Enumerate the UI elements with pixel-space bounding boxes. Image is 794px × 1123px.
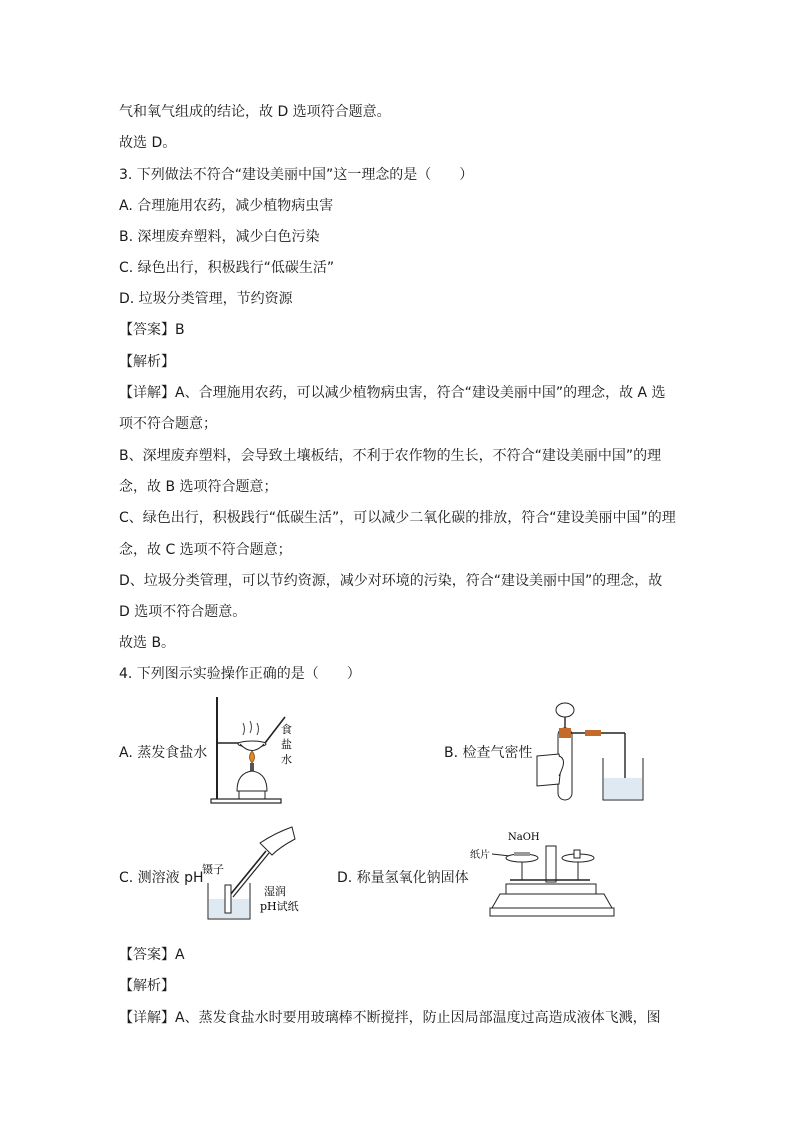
text-line: 气和氧气组成的结论，故 D 选项符合题意。 <box>119 104 391 120</box>
figure-option-a-label: A. 蒸发食盐水 <box>119 745 208 761</box>
detail-line: 念，故 C 选项不符合题意； <box>119 542 292 558</box>
figure-label-tweezers: 镊子 <box>202 863 224 876</box>
figure-label-wet: 湿润 <box>264 885 286 898</box>
text-line: 故选 D。 <box>119 135 177 151</box>
analysis-label: 【解析】 <box>119 978 175 994</box>
balance-figure <box>470 828 615 920</box>
question-4: 4. 下列图示实验操作正确的是（ ） <box>119 666 361 682</box>
detail-line: D 选项不符合题意。 <box>119 604 247 620</box>
detail-line: 念，故 B 选项符合题意； <box>119 479 278 495</box>
detail-line: C、绿色出行，积极践行“低碳生活”，可以减少二氧化碳的排放，符合“建设美丽中国”的理 <box>119 510 676 526</box>
detail-line: 项不符合题意； <box>119 416 217 432</box>
figure-label-naoh: NaOH <box>508 832 540 843</box>
option-d: D. 垃圾分类管理，节约资源 <box>119 291 293 307</box>
detail-line: D、垃圾分类管理，可以节约资源，减少对环境的污染，符合“建设美丽中国”的理念，故 <box>119 573 663 589</box>
evaporation-figure <box>205 695 305 807</box>
answer-label: 【答案】A <box>119 947 185 963</box>
figure-option-c-label: C. 测溶液 pH <box>119 870 204 886</box>
figure-label-paper: 纸片 <box>470 850 490 861</box>
option-a: A. 合理施用农药，减少植物病虫害 <box>119 198 334 214</box>
detail-line: B、深埋废弃塑料，会导致土壤板结，不利于农作物的生长，不符合“建设美丽中国”的理 <box>119 448 662 464</box>
detail-line: 【详解】A、合理施用农药，可以减少植物病虫害，符合“建设美丽中国”的理念，故 A 选 <box>119 385 666 401</box>
question-3: 3. 下列做法不符合“建设美丽中国”这一理念的是（ ） <box>119 167 474 183</box>
answer-label: 【答案】B <box>119 322 185 338</box>
detail-line: 【详解】A、蒸发食盐水时要用玻璃棒不断搅拌，防止因局部温度过高造成液体飞溅，图 <box>119 1010 661 1026</box>
option-b: B. 深埋废弃塑料，减少白色污染 <box>119 229 320 245</box>
detail-line: 故选 B。 <box>119 635 176 651</box>
figure-option-b-label: B. 检查气密性 <box>444 745 533 761</box>
figure-label-salt-water-1: 食 <box>281 723 292 736</box>
ph-test-figure <box>200 825 320 923</box>
airtightness-figure <box>535 698 645 803</box>
figure-label-ph-paper: pH试纸 <box>260 900 299 913</box>
figure-label-salt-water-2: 盐 <box>281 738 292 751</box>
figure-label-salt-water-3: 水 <box>281 753 292 766</box>
figure-option-d-label: D. 称量氢氧化钠固体 <box>337 870 469 886</box>
option-c: C. 绿色出行，积极践行“低碳生活” <box>119 260 335 276</box>
analysis-label: 【解析】 <box>119 354 175 370</box>
